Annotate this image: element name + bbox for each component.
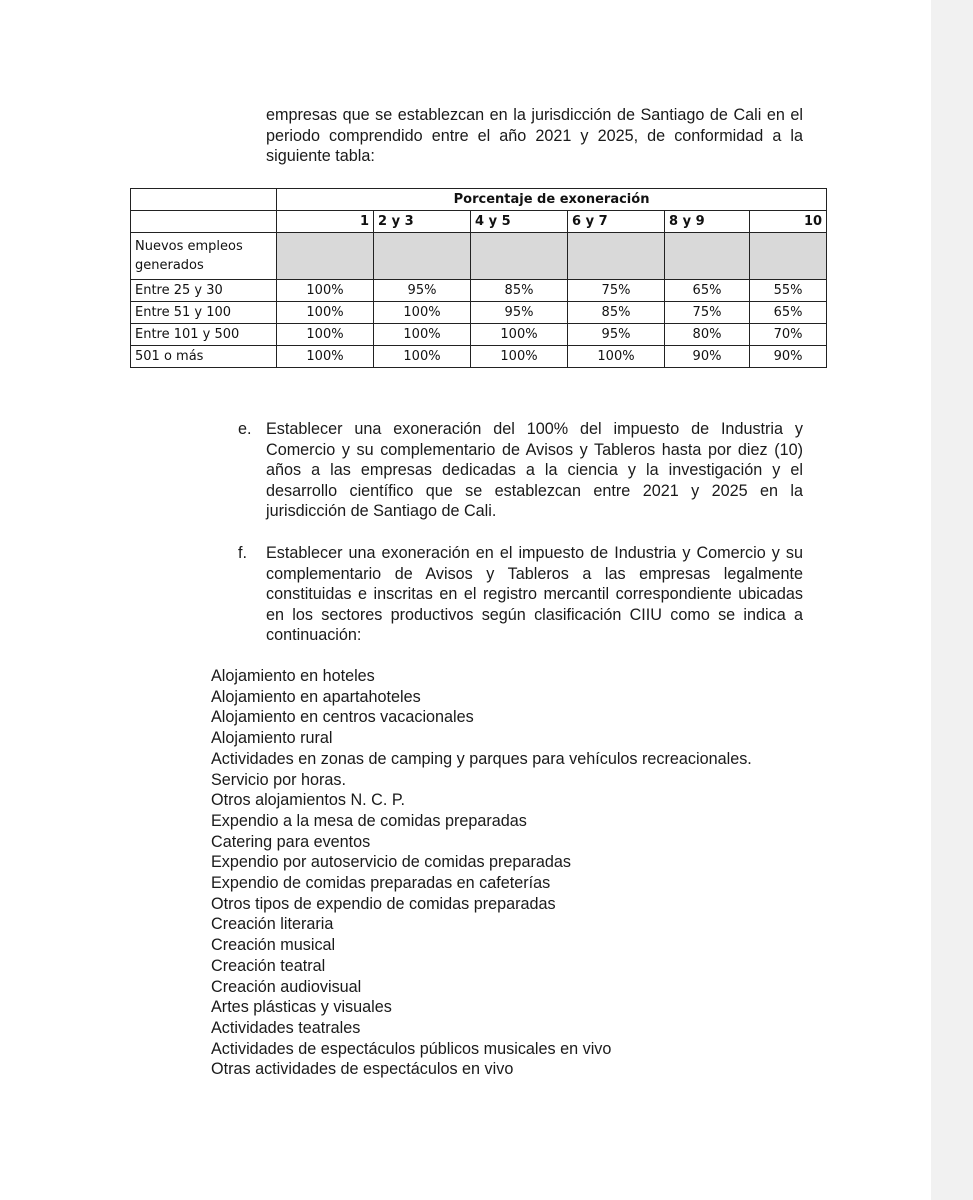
sector-item: Otras actividades de espectáculos en vivo	[211, 1060, 514, 1079]
shaded-cell	[471, 233, 568, 280]
sector-item: Actividades teatrales	[211, 1018, 361, 1037]
sector-item: Catering para eventos	[211, 832, 371, 851]
table-cell: 65%	[750, 302, 827, 324]
sector-item: Actividades en zonas de camping y parques para vehículos recreacionales.	[211, 749, 752, 768]
sector-item: Creación audiovisual	[211, 977, 362, 996]
sector-item: Alojamiento en hoteles	[211, 667, 375, 685]
shaded-cell	[568, 233, 665, 280]
column-header: 1	[277, 211, 374, 233]
table-corner-cell	[131, 189, 277, 211]
sector-item: Alojamiento en centros vacacionales	[211, 708, 474, 727]
table-cell: 100%	[277, 346, 374, 368]
sector-item: Alojamiento en apartahoteles	[211, 687, 421, 706]
table-cell: 100%	[374, 302, 471, 324]
table-cell: 100%	[277, 324, 374, 346]
shaded-cell	[374, 233, 471, 280]
table-cell: 70%	[750, 324, 827, 346]
row-label: Entre 101 y 500	[131, 324, 277, 346]
item-letter: e.	[238, 420, 252, 438]
sector-item: Creación teatral	[211, 956, 326, 975]
table-row	[131, 324, 827, 346]
sector-item: Creación literaria	[211, 915, 334, 934]
table-cell: 100%	[374, 324, 471, 346]
column-header: 2 y 3	[374, 211, 471, 233]
column-header: 8 y 9	[665, 211, 750, 233]
intro-paragraph: empresas que se establezcan en la jurisdicción de Santiago de Cali en el periodo comprendido entre el año 2021 y 2025, de conformidad a la siguiente tabla:	[266, 106, 803, 165]
table-cell: 100%	[471, 346, 568, 368]
row-label: 501 o más	[131, 346, 277, 368]
table-title: Porcentaje de exoneración	[277, 189, 827, 211]
table-row	[131, 346, 827, 368]
sector-item: Artes plásticas y visuales	[211, 998, 392, 1017]
table-cell: 100%	[568, 346, 665, 368]
table-cell: 80%	[665, 324, 750, 346]
shaded-cell	[750, 233, 827, 280]
table-cell: 100%	[277, 302, 374, 324]
table-cell: 55%	[750, 280, 827, 302]
column-header: 4 y 5	[471, 211, 568, 233]
row-header-label: Nuevos empleos generados	[131, 233, 277, 280]
item-text: Establecer una exoneración del 100% del impuesto de Industria y Comercio y su complementario de Avisos y Tableros hasta por diez (10) años a las empresas dedicadas a la ciencia y la investigación y el desarrollo científico que se establezcan entre 2021 y 2025 en la jurisdicción de Santiago de Cali.	[266, 420, 803, 520]
table-cell: 95%	[374, 280, 471, 302]
sector-item: Expendio de comidas preparadas en cafeterías	[211, 874, 551, 893]
table-row	[131, 302, 827, 324]
table-cell: 95%	[471, 302, 568, 324]
row-label: Entre 51 y 100	[131, 302, 277, 324]
page-margin-strip	[931, 0, 973, 1200]
table-cell: 95%	[568, 324, 665, 346]
shaded-cell	[277, 233, 374, 280]
table-cell: 85%	[471, 280, 568, 302]
table-cell: 100%	[374, 346, 471, 368]
item-letter: f.	[238, 544, 247, 562]
sector-list	[211, 666, 752, 1080]
list-item-f	[238, 543, 803, 646]
sector-item: Servicio por horas.	[211, 770, 346, 789]
sector-item: Otros tipos de expendio de comidas preparadas	[211, 894, 556, 913]
row-label: Entre 25 y 30	[131, 280, 277, 302]
table-cell: 65%	[665, 280, 750, 302]
table-cell: 85%	[568, 302, 665, 324]
table-corner-cell	[131, 211, 277, 233]
table-cell: 100%	[277, 280, 374, 302]
table-cell: 90%	[665, 346, 750, 368]
item-text: Establecer una exoneración en el impuesto de Industria y Comercio y su complementario de Avisos y Tableros a las empresas legalmente constituidas e inscritas en el registro mercantil correspondiente ubicadas en los sectores productivos según clasificación CIIU como se indica a continuación:	[266, 544, 803, 644]
sector-item: Alojamiento rural	[211, 729, 333, 748]
sector-item: Creación musical	[211, 936, 336, 955]
table-cell: 75%	[665, 302, 750, 324]
sector-item: Expendio por autoservicio de comidas preparadas	[211, 853, 571, 872]
column-header: 10	[750, 211, 827, 233]
sector-item: Expendio a la mesa de comidas preparadas	[211, 811, 527, 830]
exoneration-table	[130, 188, 827, 368]
table-row	[131, 280, 827, 302]
table-cell: 100%	[471, 324, 568, 346]
shaded-cell	[665, 233, 750, 280]
list-item-e	[238, 419, 803, 522]
sector-item: Otros alojamientos N. C. P.	[211, 791, 406, 810]
table-cell: 75%	[568, 280, 665, 302]
sector-item: Actividades de espectáculos públicos musicales en vivo	[211, 1039, 612, 1058]
table-cell: 90%	[750, 346, 827, 368]
column-header: 6 y 7	[568, 211, 665, 233]
